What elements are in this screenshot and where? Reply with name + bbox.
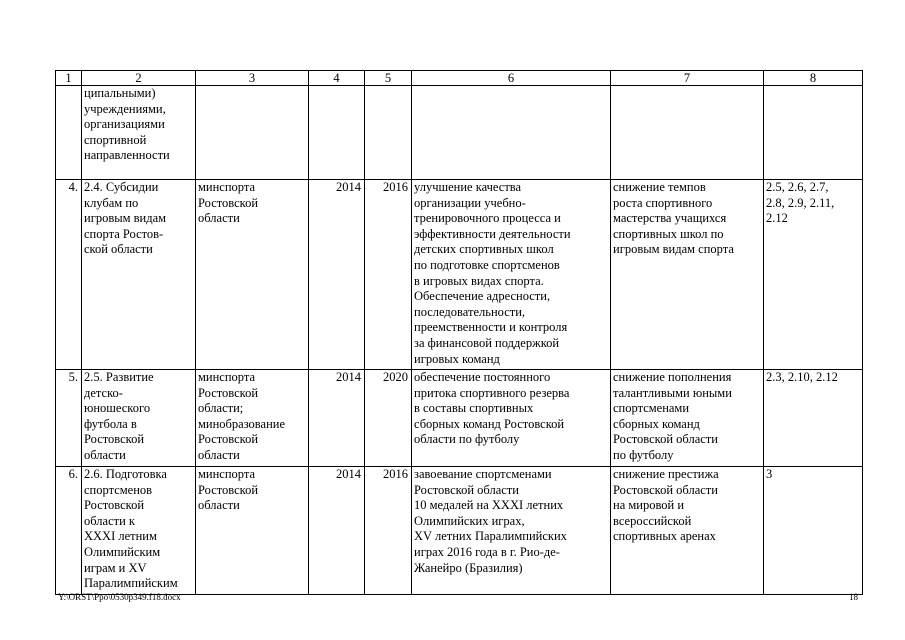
consequence-cell — [611, 86, 764, 180]
table-row — [56, 180, 863, 370]
event-cell: 2.4. Субсидии клубам по игровым видам спорта Ростов- ской области — [82, 180, 196, 370]
footer-file-path: Y:\ORST\Ppo\0530p349.f18.docx — [58, 592, 181, 602]
table-row — [56, 467, 863, 595]
event-cell: 2.5. Развитие детско- юношеского футбола в Ростовской области — [82, 370, 196, 467]
header-cell: 1 — [56, 71, 82, 86]
header-cell: 2 — [82, 71, 196, 86]
start-year-cell: 2014 — [309, 180, 365, 370]
table-row — [56, 370, 863, 467]
table-row — [56, 86, 863, 180]
end-year-cell: 2020 — [365, 370, 412, 467]
executor-cell: минспорта Ростовской области; минобразование Ростовской области — [196, 370, 309, 467]
consequence-cell: снижение темпов роста спортивного мастерства учащихся спортивных школ по игровым видам спорта — [611, 180, 764, 370]
result-cell: обеспечение постоянного притока спортивного резерва в составы спортивных сборных команд Ростовской области по футболу — [412, 370, 611, 467]
end-year-cell: 2016 — [365, 467, 412, 595]
link-cell: 2.5, 2.6, 2.7, 2.8, 2.9, 2.11, 2.12 — [764, 180, 863, 370]
row-number-cell — [56, 86, 82, 180]
row-number-cell: 5. — [56, 370, 82, 467]
link-cell — [764, 86, 863, 180]
footer-page-number: 18 — [849, 592, 858, 602]
program-table — [55, 70, 863, 595]
start-year-cell: 2014 — [309, 467, 365, 595]
event-cell: ципальными) учреждениями, организациями спортивной направленности — [82, 86, 196, 180]
result-cell: улучшение качества организации учебно- тренировочного процесса и эффективности деятельности детских спортивных школ по подготовке спортсменов в игровых видах спорта. Обеспечение адресности, последовательности, преемственности и контроля за финансовой поддержкой игровых команд — [412, 180, 611, 370]
header-cell: 5 — [365, 71, 412, 86]
event-cell: 2.6. Подготовка спортсменов Ростовской области к XXXI летним Олимпийским играм и XV Паралимпийским — [82, 467, 196, 595]
executor-cell: минспорта Ростовской области — [196, 180, 309, 370]
header-cell: 6 — [412, 71, 611, 86]
link-cell: 3 — [764, 467, 863, 595]
start-year-cell — [309, 86, 365, 180]
header-cell: 3 — [196, 71, 309, 86]
result-cell: завоевание спортсменами Ростовской области 10 медалей на XXXI летних Олимпийских играх, XV летних Паралимпийских играх 2016 года в г. Рио-де- Жанейро (Бразилия) — [412, 467, 611, 595]
row-number-cell: 6. — [56, 467, 82, 595]
header-cell: 8 — [764, 71, 863, 86]
end-year-cell: 2016 — [365, 180, 412, 370]
link-cell: 2.3, 2.10, 2.12 — [764, 370, 863, 467]
consequence-cell: снижение престижа Ростовской области на мировой и всероссийской спортивных аренах — [611, 467, 764, 595]
executor-cell: минспорта Ростовской области — [196, 467, 309, 595]
executor-cell — [196, 86, 309, 180]
header-cell: 7 — [611, 71, 764, 86]
header-row — [56, 71, 863, 86]
result-cell — [412, 86, 611, 180]
end-year-cell — [365, 86, 412, 180]
consequence-cell: снижение пополнения талантливыми юными спортсменами сборных команд Ростовской области по футболу — [611, 370, 764, 467]
row-number-cell: 4. — [56, 180, 82, 370]
header-cell: 4 — [309, 71, 365, 86]
start-year-cell: 2014 — [309, 370, 365, 467]
